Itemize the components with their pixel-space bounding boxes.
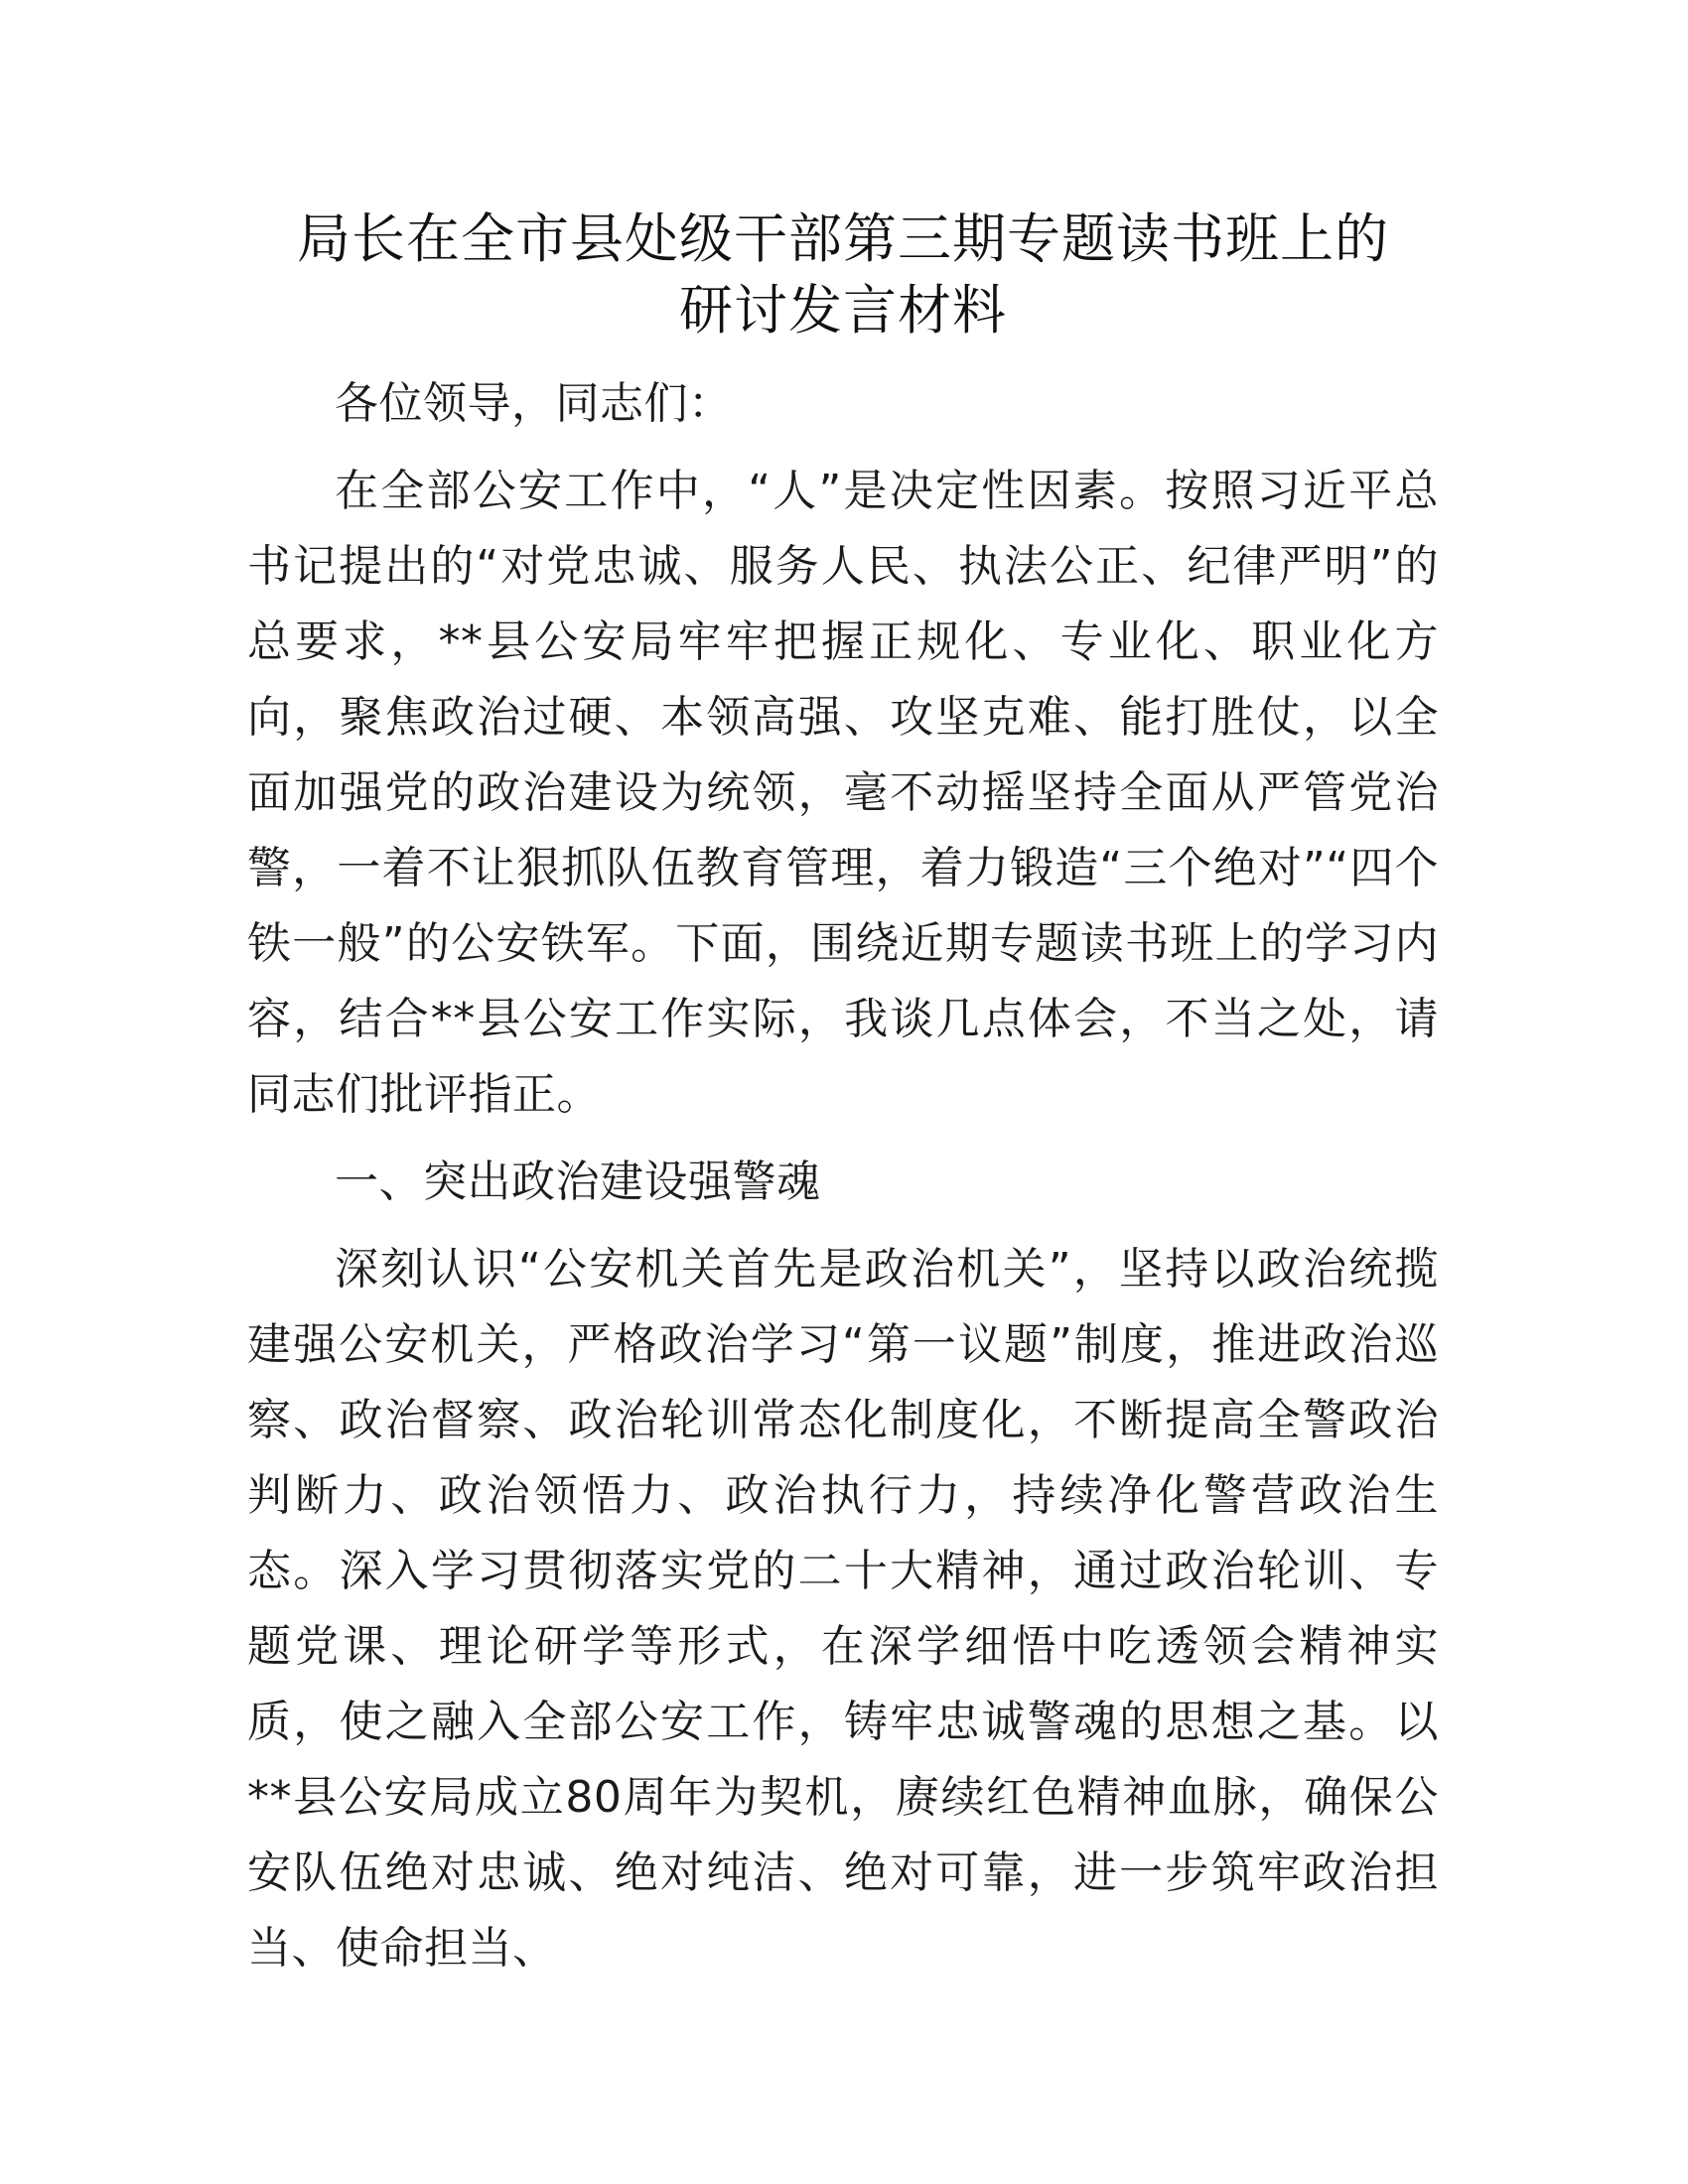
salutation: 各位领导，同志们： (335, 378, 733, 429)
title-line-1: 局长在全市县处级干部第三期专题读书班上的 (297, 207, 1389, 270)
document-body (247, 204, 1439, 1986)
document-title (247, 204, 1439, 346)
title-line-2: 研讨发言材料 (679, 279, 1007, 341)
section-heading: 一、突出政治建设强警魂 (335, 1157, 821, 1207)
section-paragraph: 深刻认识“公安机关首先是政治机关”，坚持以政治统揽建强公安机关，严格政治学习“第一议题”制度，推进政治巡察、政治督察、政治轮训常态化制度化，不断提高全警政治判断力、政治领悟力、政治执行力，持续净化警营政治生态。深入学习贯彻落实党的二十大精神，通过政治轮训、专题党课、理论研学等形式，在深学细悟中吃透领会精神实质，使之融入全部公安工作，铸牢忠诚警魂的思想之基。以**县公安局成立80周年为契机，赓续红色精神血脉，确保公安队伍绝对忠诚、绝对纯洁、绝对可靠，进一步筑牢政治担当、使命担当、 (247, 1244, 1439, 1974)
intro-paragraph: 在全部公安工作中，“人”是决定性因素。按照习近平总书记提出的“对党忠诚、服务人民、执法公正、纪律严明”的总要求，**县公安局牢牢把握正规化、专业化、职业化方向，聚焦政治过硬、本领高强、攻坚克难、能打胜仗，以全面加强党的政治建设为统领，毫不动摇坚持全面从严管党治警，一着不让狠抓队伍教育管理，着力锻造“三个绝对”“四个铁一般”的公安铁军。下面，围绕近期专题读书班上的学习内容，结合**县公安工作实际，我谈几点体会，不当之处，请同志们批评指正。 (247, 466, 1439, 1120)
